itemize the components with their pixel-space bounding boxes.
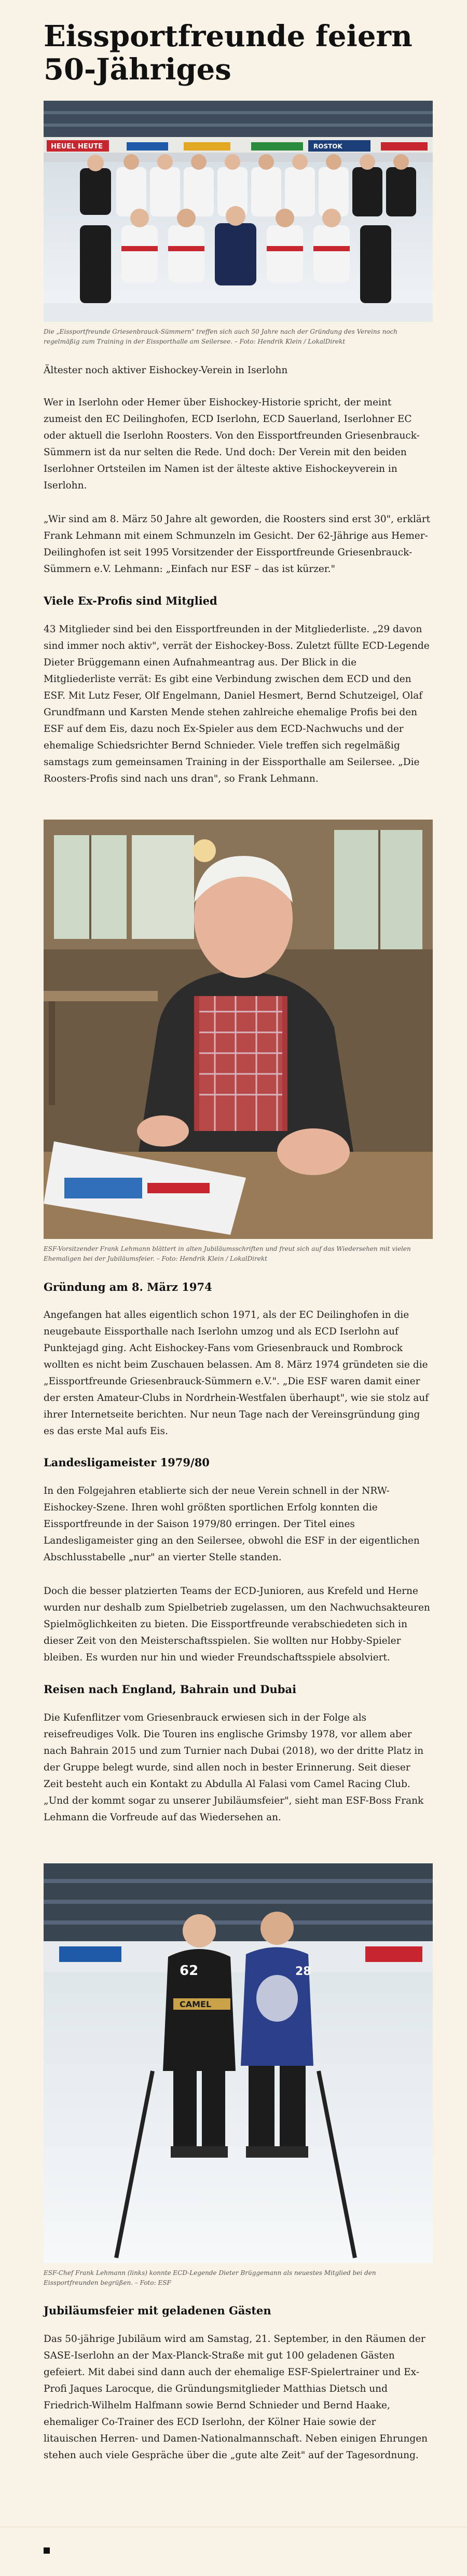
paragraph: „Wir sind am 8. März 50 Jahre alt geworden, die Roosters sind erst 30", erklärt Frank Lehmann mit einem Schmunzeln im Gesicht. Der 62-Jährige aus Hemer-Deilinghofen ist seit 1995 Vorsitzender der Eissportfreunde Griesenbrauck-Sümmern e.V. Lehmann: „Einfach nur ESF – das ist kürzer."	[44, 514, 431, 575]
player-left-jersey	[163, 1949, 236, 2071]
paragraph: Das 50-jährige Jubiläum wird am Samstag, 21. September, in den Räumen der SASE-Iserlohn an der Max-Planck-Straße mit gut 100 geladenen Gästen gefeiert. Mit dabei sind dann auch der ehemalige ESF-Spielertrainer und Ex-Profi Jaques Larocque, die Gründungsmitglieder Matthias Dietsch und Friedrich-Wilhelm Halfmann sowie Bernd Schnieder und Bernd Haake, ehemaliger Co-Trainer des ECD Iserlohn, der Kölner Haie sowie der litauischen Herren- und Damen-Nationalmannschaft. Neben einigen Ehrungen stehen auch viele Gespräche über die „gute alte Zeit" auf der Tagesordnung.	[44, 2334, 428, 2461]
paragraph: 43 Mitglieder sind bei den Eissportfreunden in der Mitgliederliste. „29 davon sind immer noch aktiv", verrät der Eishockey-Boss. Zuletzt füllte ECD-Legende Dieter Brüggemann einen Aufnahmeantrag aus. Der Blick in die Mitgliederliste verrät: Es gibt eine Verbindung zwischen dem ECD und den ESF. Mit Lutz Feser, Olf Engelmann, Daniel Hesmert, Bernd Schutzeigel, Olaf Grundfmann und Karsten Mende stehen zahlreiche ehemalige Profis bei den ESF auf dem Eis, dazu noch Ex-Spieler aus dem ECD-Nachwuchs und der ehemalige Schiedsrichter Bernd Schnieder. Viele treffen sich regelmäßig samstags zum gemeinsamen Training in der Eissporthalle am Seilersee. „Die Roosters-Profis sind nach uns dran", so Frank Lehmann.	[44, 624, 430, 784]
section-heading: Viele Ex-Profis sind Mitglied	[44, 594, 217, 607]
jersey-number-left: 62	[180, 1963, 199, 1979]
paragraph: Doch die besser platzierten Teams der ECD-Junioren, aus Krefeld und Herne wurden nur deshalb zum Spielbetrieb zugelassen, um den Nachwuchsakteuren Spielmöglichkeiten zu bieten. Die Eissportfreunde verabschiedeten sich in dieser Zeit von den Meisterschaftsspielen. Sie wollten nur Hobby-Spieler bleiben. Es wurden nur hin und wieder Freundschaftsspiele absolviert.	[44, 1586, 430, 1663]
two-players-photo	[44, 1863, 433, 2263]
team-photo-caption: Die „Eissportfreunde Griesenbrauck-Sümmern" treffen sich auch 50 Jahre nach der Gründung des Vereins noch regelmäßig zum Training in der Eissporthalle am Seilersee. – Foto: Hendrik Klein / LokalDirekt	[44, 328, 398, 345]
banner-heuel: HEUEL HEUTE	[51, 143, 103, 151]
article-title: Eissportfreunde feiern 50-Jähriges	[44, 19, 413, 87]
team-photo-image	[44, 101, 433, 322]
jersey-number-right: 28	[295, 1965, 311, 1978]
section-heading: Reisen nach England, Bahrain und Dubai	[44, 1683, 297, 1696]
footer-square-icon	[44, 2547, 50, 2554]
paragraph: In den Folgejahren etablierte sich der neue Verein schnell in der NRW-Eishockey-Szene. Ihren wohl größten sportlichen Erfolg konnten die Eissportfreunde in der Saison 1979/80 erringen. Der Titel eines Landesligameister ging an den Seilersee, obwohl die ESF in der eigentlichen Abschlusstabelle „nur" an vierter Stelle standen.	[44, 1485, 420, 1563]
section-heading: Landesligameister 1979/80	[44, 1456, 210, 1469]
team-photo	[44, 101, 433, 322]
banner-rostok: ROSTOK	[313, 143, 342, 150]
article-intro: Ältester noch aktiver Eishockey-Verein in Iserlohn	[44, 365, 288, 376]
section-heading: Jubiläumsfeier mit geladenen Gästen	[44, 2304, 271, 2317]
jersey-sponsor-left: CAMEL	[180, 1999, 212, 2009]
paragraph: Wer in Iserlohn oder Hemer über Eishockey-Historie spricht, der meint zumeist den EC Deilinghofen, ECD Iserlohn, ECD Sauerland, Iserlohner EC oder aktuell die Iserlohn Roosters. Von den Eissportfreunden Griesenbrauck-Sümmern ist da nur selten die Rede. Und doch: Der Verein mit den beiden Iserlohner Ortsteilen im Namen ist der älteste aktive Eishockeyverein in Iserlohn.	[44, 397, 420, 491]
two-players-photo-caption: ESF-Chef Frank Lehmann (links) konnte ECD-Legende Dieter Brüggemann als neuestes Mitglied bei den Eissportfreunden begrüßen. – Foto: ESF	[44, 2269, 376, 2286]
man-reading-photo-caption: ESF-Vorsitzender Frank Lehmann blättert in alten Jubiläumsschriften und freut sich auf das Wiedersehen mit vielen Ehemaligen bei der Jubiläumsfeier. – Foto: Hendrik Klein / LokalDirekt	[44, 1245, 411, 1262]
man-reading-photo-image	[44, 820, 433, 1239]
two-players-photo-image	[44, 1863, 433, 2263]
paragraph: Angefangen hat alles eigentlich schon 1971, als der EC Deilinghofen in die neugebaute Eissporthalle nach Iserlohn umzog und als ECD Iserlohn auf Punktejagd ging. Acht Eishockey-Fans vom Griesenbrauck und Rombrock wollten es nicht beim Zuschauen belassen. Am 8. März 1974 gründeten sie die „Eissportfreunde Griesenbrauck-Sümmern e.V.". „Die ESF waren damit einer der ersten Amateur-Clubs in Nordrhein-Westfalen überhaupt", wie sie stolz auf ihrer Internetseite berichten. Nur neun Tage nach der Vereinsgründung ging es das erste Mal aufs Eis.	[44, 1310, 429, 1437]
section-heading: Gründung am 8. März 1974	[44, 1280, 212, 1293]
man-reading-photo	[44, 820, 433, 1239]
paragraph: Die Kufenflitzer vom Griesenbrauck erwiesen sich in der Folge als reisefreudiges Volk. Die Touren ins englische Grimsby 1978, vor allem aber nach Bahrain 2015 und zum Turnier nach Dubai (2018), wo der dritte Platz in der Gruppe belegt wurde, sind allen noch in bester Erinnerung. Seit dieser Zeit besteht auch ein Kontakt zu Abdulla Al Falasi vom Camel Racing Club. „Und der kommt sogar zu unserer Jubiläumsfeier", sieht man ESF-Boss Frank Lehmann die Vorfreude auf das Wiedersehen an.	[44, 1712, 424, 1823]
